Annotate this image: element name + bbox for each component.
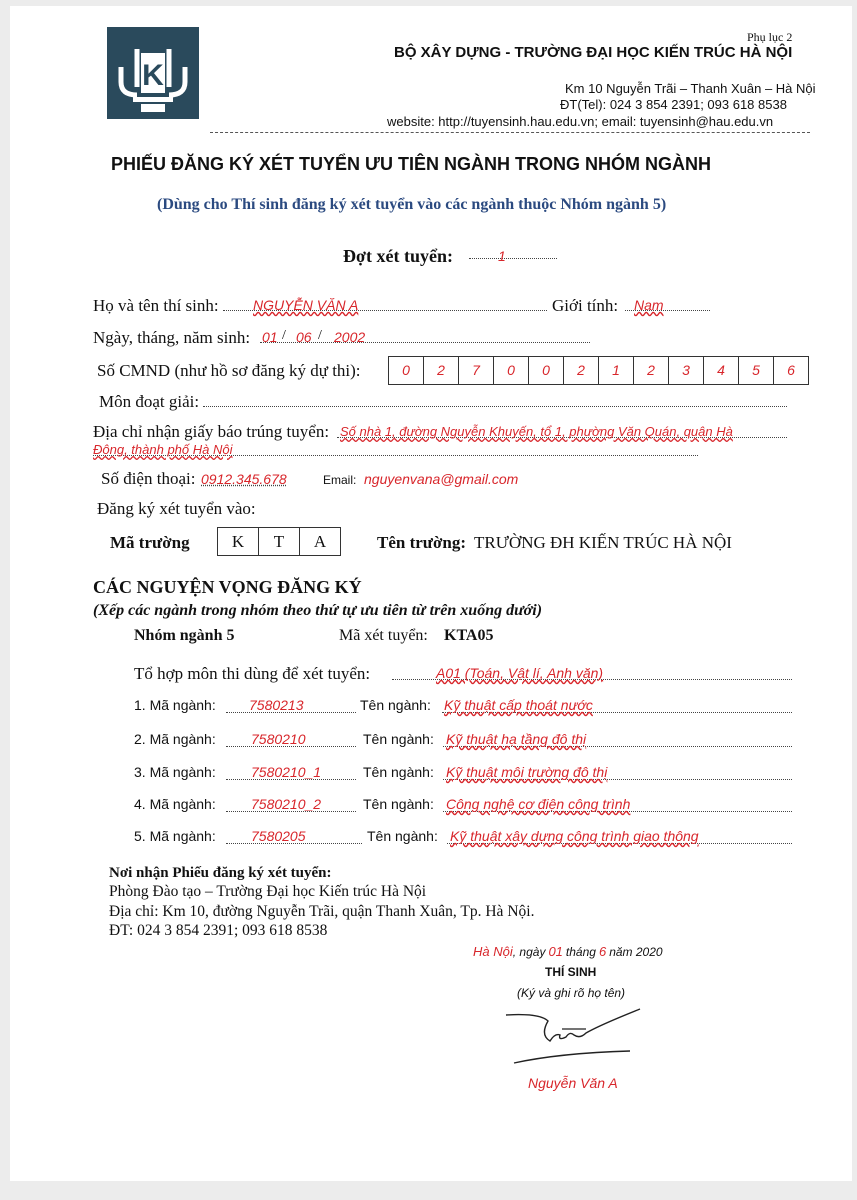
id-digit[interactable]: 5 — [739, 357, 774, 384]
form-subtitle: (Dùng cho Thí sinh đăng ký xét tuyển vào các ngành thuộc Nhóm ngành 5) — [157, 196, 667, 213]
wish-2-name[interactable]: Kỹ thuật hạ tầng đô thị — [446, 731, 587, 747]
dob-sep-2: / — [318, 328, 322, 343]
email-label: Email: — [323, 473, 357, 487]
school-code-boxes[interactable] — [217, 527, 341, 556]
sign-name[interactable]: Nguyễn Văn A — [528, 1075, 618, 1091]
id-digit[interactable]: 3 — [669, 357, 704, 384]
award-label: Môn đoạt giải: — [99, 392, 200, 411]
school-name: TRƯỜNG ĐH KIẾN TRÚC HÀ NỘI — [474, 533, 732, 552]
id-digit[interactable]: 4 — [704, 357, 739, 384]
email-value[interactable]: nguyenvana@gmail.com — [364, 471, 519, 487]
svg-text:K: K — [142, 59, 164, 92]
address-label: Địa chỉ nhận giấy báo trúng tuyển: — [93, 422, 330, 441]
wish-4-name[interactable]: Công nghệ cơ điện công trình — [446, 796, 631, 812]
wish-4-label: 4. Mã ngành: — [134, 796, 216, 812]
sign-date — [473, 944, 663, 960]
receiver-line-3: ĐT: 024 3 854 2391; 093 618 8538 — [109, 922, 328, 939]
dob-day[interactable]: 01 — [262, 329, 278, 345]
dob-month[interactable]: 06 — [296, 329, 312, 345]
name-value[interactable]: NGUYỄN VĂN A — [253, 297, 359, 313]
phone-value[interactable]: 0912.345.678 — [201, 471, 287, 487]
wish-5-code[interactable]: 7580205 — [251, 828, 306, 844]
sign-day[interactable]: 01 — [548, 944, 563, 959]
award-field[interactable] — [203, 406, 787, 407]
gender-value[interactable]: Nam — [634, 297, 664, 313]
admission-code: KTA05 — [444, 627, 494, 644]
appendix-label: Phụ lục 2 — [747, 30, 793, 44]
org-phone: ĐT(Tel): 024 3 854 2391; 093 618 8538 — [560, 97, 787, 112]
receiver-line-1: Phòng Đào tạo – Trường Đại học Kiến trúc Hà Nội — [109, 883, 427, 900]
wishes-note: (Xếp các ngành trong nhóm theo thứ tự ưu tiên từ trên xuống dưới) — [93, 602, 543, 619]
sign-role: THÍ SINH — [545, 965, 597, 979]
school-code-char[interactable]: K — [218, 528, 259, 555]
wish-3-name-label: Tên ngành: — [363, 764, 434, 780]
id-digit[interactable]: 6 — [787, 362, 795, 378]
id-digit[interactable]: 2 — [564, 357, 599, 384]
org-name: BỘ XÂY DỰNG - TRƯỜNG ĐẠI HỌC KIẾN TRÚC HÀ NỘI — [394, 44, 793, 61]
wish-4-code[interactable]: 7580210_2 — [251, 796, 322, 812]
address-line-1[interactable]: Số nhà 1, đường Nguyễn Khuyến, tổ 1, phường Văn Quán, quận Hà — [340, 424, 733, 439]
sign-year-label: năm 2020 — [609, 945, 663, 959]
university-logo — [107, 27, 199, 119]
id-digit[interactable]: 0 — [529, 357, 564, 384]
phone-label: Số điện thoại: — [101, 469, 196, 488]
wish-2-code[interactable]: 7580210 — [251, 731, 306, 747]
dob-year[interactable]: 2002 — [334, 329, 366, 345]
id-digit[interactable]: 2 — [634, 357, 669, 384]
id-digit[interactable]: 0 — [389, 357, 424, 384]
sign-place[interactable]: Hà Nội — [473, 944, 513, 959]
receiver-heading: Nơi nhận Phiếu đăng ký xét tuyển: — [109, 865, 332, 881]
admission-code-label: Mã xét tuyển: — [339, 627, 428, 644]
sign-hint: (Ký và ghi rõ họ tên) — [517, 986, 626, 1000]
id-digit[interactable]: 2 — [424, 357, 459, 384]
sign-month-label: tháng — [565, 945, 596, 959]
wish-3-label: 3. Mã ngành: — [134, 764, 216, 780]
sign-month[interactable]: 6 — [598, 944, 607, 959]
org-address: Km 10 Nguyễn Trãi – Thanh Xuân – Hà Nội — [565, 81, 816, 96]
school-name-label: Tên trường: — [377, 533, 467, 552]
id-digit[interactable]: 7 — [459, 357, 494, 384]
id-label: Số CMND (như hồ sơ đăng ký dự thi): — [97, 361, 361, 380]
sign-day-label: , ngày — [512, 945, 546, 959]
wish-1-label: 1. Mã ngành: — [134, 697, 216, 713]
wish-1-name-label: Tên ngành: — [360, 697, 431, 713]
dob-sep-1: / — [282, 328, 286, 343]
dob-label: Ngày, tháng, năm sinh: — [93, 328, 251, 347]
gender-label: Giới tính: — [552, 296, 619, 315]
id-digit[interactable]: 0 — [494, 357, 529, 384]
wish-5-name[interactable]: Kỹ thuật xây dựng công trình giao thông — [450, 828, 699, 844]
wish-5-label: 5. Mã ngành: — [134, 828, 216, 844]
wish-2-label: 2. Mã ngành: — [134, 731, 216, 747]
school-code-char[interactable]: T — [259, 528, 300, 555]
wish-3-name[interactable]: Kỹ thuật môi trường đô thị — [446, 764, 608, 780]
wish-3-code[interactable]: 7580210_1 — [251, 764, 322, 780]
wishes-heading: CÁC NGUYỆN VỌNG ĐĂNG KÝ — [93, 577, 362, 597]
id-number-boxes[interactable] — [388, 356, 809, 385]
wish-4-name-label: Tên ngành: — [363, 796, 434, 812]
wish-2-name-label: Tên ngành: — [363, 731, 434, 747]
org-website: website: http://tuyensinh.hau.edu.vn; email: tuyensinh@hau.edu.vn — [387, 114, 774, 129]
header-divider — [210, 132, 810, 133]
signature-scribble-icon — [500, 1005, 650, 1065]
school-code-char[interactable]: A — [313, 532, 327, 551]
combo-value[interactable]: A01 (Toán, Vật lí, Anh văn) — [436, 665, 604, 681]
logo-emblem-icon — [107, 27, 199, 119]
register-label: Đăng ký xét tuyển vào: — [97, 499, 256, 518]
address-line-2[interactable]: Đông, thành phố Hà Nội — [93, 442, 233, 457]
combo-label: Tổ hợp môn thi dùng để xét tuyển: — [134, 664, 371, 683]
group-label: Nhóm ngành 5 — [134, 627, 235, 644]
round-value[interactable]: 1 — [498, 248, 506, 264]
wish-1-code[interactable]: 7580213 — [249, 697, 304, 713]
id-digit[interactable]: 1 — [599, 357, 634, 384]
school-code-label: Mã trường — [110, 533, 190, 552]
form-title: PHIẾU ĐĂNG KÝ XÉT TUYỂN ƯU TIÊN NGÀNH TRONG NHÓM NGÀNH — [111, 154, 711, 174]
round-label: Đợt xét tuyển: — [343, 246, 453, 266]
wish-1-name[interactable]: Kỹ thuật cấp thoát nước — [444, 697, 593, 713]
name-label: Họ và tên thí sinh: — [93, 296, 219, 315]
wish-5-name-label: Tên ngành: — [367, 828, 438, 844]
receiver-line-2: Địa chỉ: Km 10, đường Nguyễn Trãi, quận Thanh Xuân, Tp. Hà Nội. — [109, 903, 535, 920]
round-dots — [469, 258, 557, 259]
